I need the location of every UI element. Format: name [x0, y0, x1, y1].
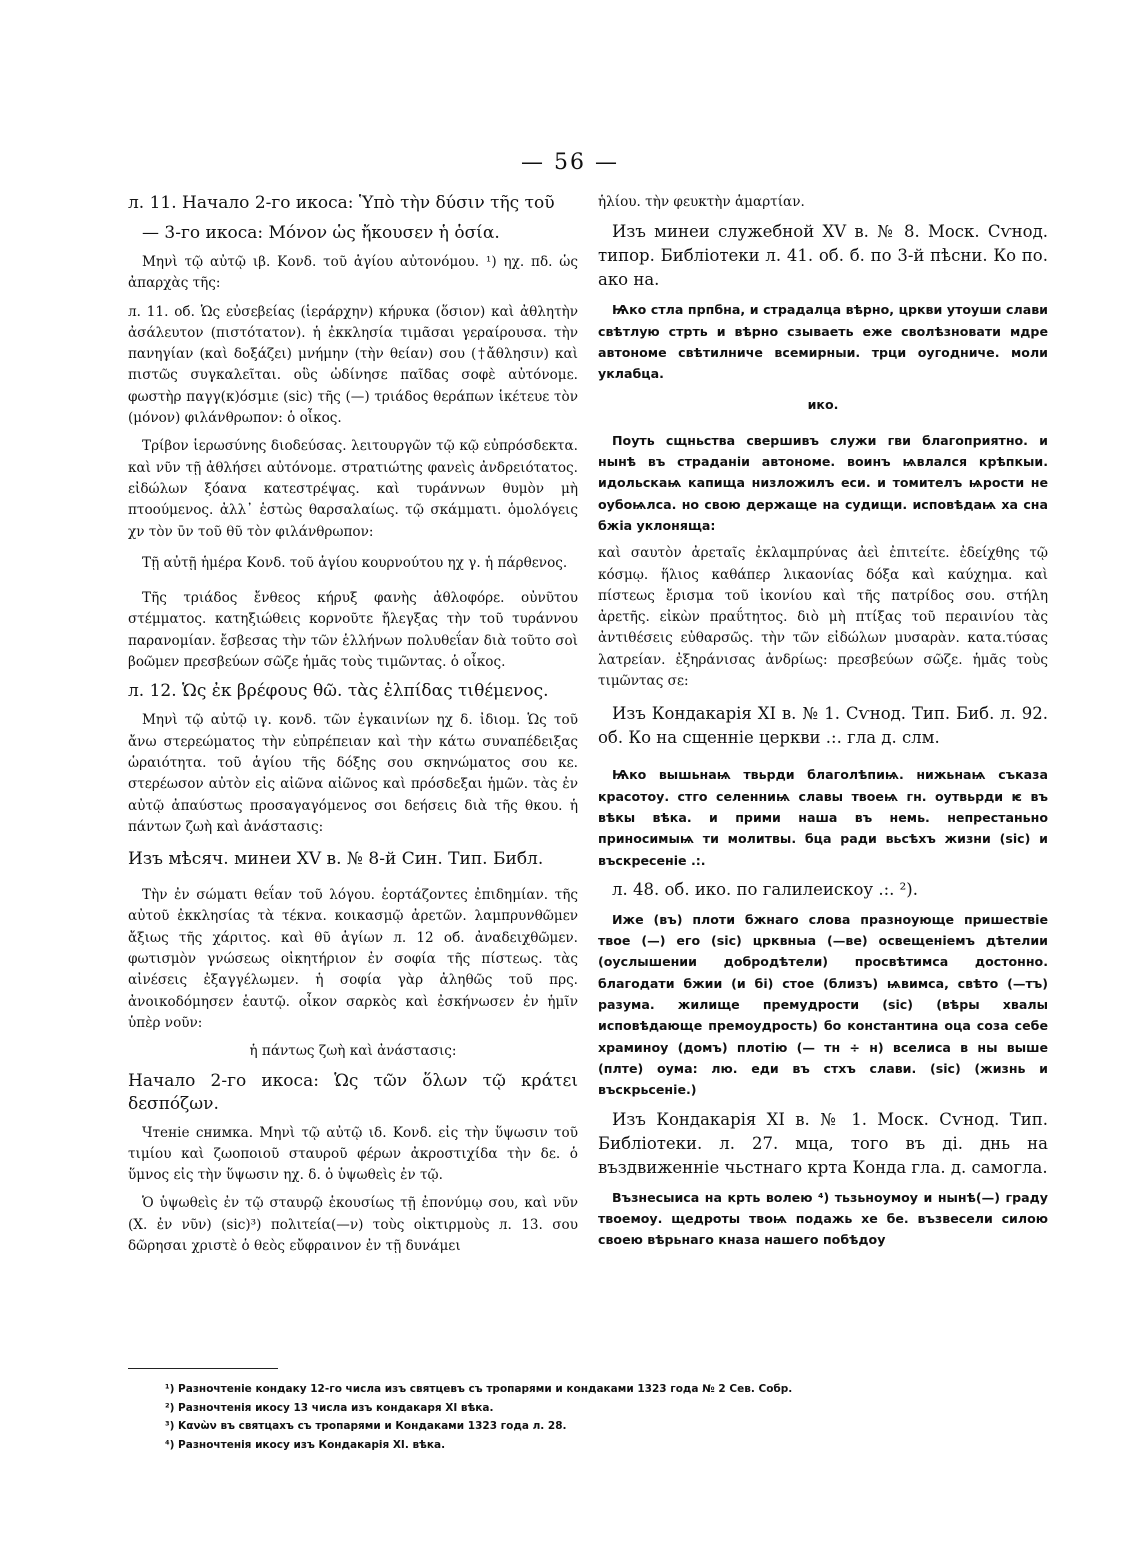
right-paragraph: л. 48. об. ико. по галилеискоу .:. ²).: [612, 879, 918, 899]
right-paragraph: Ѩко вышьнаѩ твьрди благолѣпиѩ. нижьнаѩ съказа красотоу. стго селенниѩ славы твоеѩ гн. оутвьрди ѥ въ вѣкы вѣка. и прими наша въ немь. непрестаньно приносимыѩ ти молитвы. бца ради вьсѣхъ жизни (sic) и въскресеніе .:.: [598, 767, 1048, 868]
left-paragraph: ἡ πάντως ζωὴ καὶ ἀνάστασις:: [249, 1043, 457, 1060]
left-paragraph: л. 11. Начало 2-го икоса: Ὑπὸ τὴν δύσιν τῆς τοῦ: [128, 193, 555, 213]
right-paragraph: Изъ Кондакарія XI в. № 1. Сѵнод. Тип. Биб. л. 92. об. Ко на сщенніе церкви .:. гла д. слм.: [598, 704, 1048, 748]
left-paragraph: Τρίβον ἱερωσύνης διοδεύσας. λειτουργῶν τῷ κῷ εὐπρόσδεκτα. καὶ νῦν τῇ ἀθλήσει αὐτόνομε. στρατιώτης φανεὶς ἀνδρειότατος. εἰδώλων ξόανα κατεστρέψας. καὶ τυράννων θυμὸν μὴ πτοούμενος. ἀλλ᾽ ἑστὼς θαρσαλαίως. τῷ σκάμματι. ὁμολόγεις χν τὸν ῡν τοῦ θῦ τὸν φιλάνθρωπον:: [128, 438, 578, 540]
footnote: ²) Разночтенія икосу 13 числа изъ кондакаря XI вѣка.: [165, 1401, 494, 1414]
left-paragraph: Начало 2-го икоса: Ὡς τῶν ὅλων τῷ κράτει δεσπόζων.: [128, 1070, 578, 1114]
left-paragraph: — 3-го икоса: Μόνον ὡς ἤκουσεν ἡ ὁσία.: [142, 223, 500, 243]
right-paragraph: καὶ σαυτὸν ἀρεταῖς ἐκλαμπρύνας ἀεὶ ἐπιτείτε. ἐδείχθης τῷ κόσμῳ. ἥλιος καθάπερ λικαονίας δόξα καὶ καύχημα. καὶ πίστεως ἔρισμα τοῦ ἰκονίου καὶ τῆς πατρίδος σου. στήλη ἀρετῆς. εἰκὼν πραΰτητος. διὸ μὴ πτίξας τοῦ περαινίου τὰς ἀντιθέσεις εὐθαρσῶς. τὴν τῶν εἰδώλων μυσαρὰν. κατα.τύσας λατρείαν. ἐξηράνισας ἀνδρίως: πρεσβεύων σῶζε. ἡμᾶς τοὺς τιμῶντας σε:: [598, 545, 1048, 690]
left-paragraph: л. 11. об. Ὡς εὐσεβείας (ἱεράρχην) κήρυκα (ὅσιον) καὶ ἀθλητὴν ἀσάλευτον (πιστότατον). ἡ ἐκκλησία τιμᾶσαι γεραίρουσα. τὴν πανηγίαν (καὶ δοξάζει) μνήμην (τὴν θείαν) σου (†ἄθλησιν) καὶ πιστῶς συγκαλεῖται. οὓς ὠδίνησε παῖδας σοφὲ αὐτόνομε. φωστὴρ παγγ(κ)όσμιε (sic) τῆς (—) τριάδος θεράπων ἱκέτευε τὸν (μόνον) φιλάνθρωπον: ὁ οἶκος.: [128, 303, 578, 427]
right-paragraph: Иже (въ) плоти бжнаго слова празноующе пришествіе твое (—) его (sic) црквныа (—ве) освещеніемъ дѣтелии (оуслышении добродѣтели) просвѣтимса достонно. благодати бжии (и бі) стое (близъ) ѩвимса, свѣто (—тъ) разума. жилище премудрости (sic) (вѣры хвалы исповѣдающе премоудрость) бо константина оца соза себе храминоу (домъ) плотію (— тн ÷ н) вселиса в ны выше (плте) оума: лю. еди въ стхъ слави. (sic) (жизнь и въскрьсеніе.): [598, 911, 1048, 1098]
right-paragraph: ἡλίου. τὴν φευκτὴν ἁμαρτίαν.: [598, 194, 805, 210]
footnote: ³) Κανὼν въ святцахъ съ тропарями и Кондаками 1323 года л. 28.: [165, 1420, 567, 1432]
right-paragraph: Изъ Кондакарія XI в. № 1. Моск. Сѵнод. Тип. Библіотеки. л. 27. мца, того въ ді. днь на въздвиженніе чьстнаго крта Конда гла. д. самогла.: [598, 1109, 1048, 1177]
right-paragraph: Поуть сщньства свершивъ служи гви благоприятно. и нынѣ въ страданіи автономе. воинъ ѩвлался крѣпкыи. идольскаѩ капища низложилъ еси. и томителъ ѩрости не оубоѩлса. но свою держаще на судищи. исповѣдаѩ ха сна бжіа уклоняща:: [598, 432, 1048, 533]
page-number: — 56 —: [521, 150, 619, 175]
left-paragraph: Τὴν ἐν σώματι θεΐαν τοῦ λόγου. ἑορτάζοντες ἐπιδημίαν. τῆς αὐτοῦ ἐκκλησίας τὰ τέκνα. κοικασμῷ ἀρετῶν. λαμπρυνθῶμεν ἄξιως τῆς χάριτος. καὶ θῦ ἁγίων л. 12 об. ἀναδειχθῶμεν. φωτισμὸν γνώσεως οἰκητήριον ἐν σοφία τῆς πίστεως. τὰς αἰνέσεις ἐξαγγέλωμεν. ἡ σοφία γὰρ ἀληθῶς τοῦ πρς. ἀνοικοδόμησεν ἑαυτῷ. οἶκον σαρκὸς καὶ ἐσκήνωσεν ἐν ἡμῖν ὑπὲρ νοῦν:: [128, 887, 578, 1031]
right-paragraph: Изъ минеи служебной XV в. № 8. Моск. Сѵнод. типор. Библіотеки л. 41. об. б. по 3-й пѣсни. Ко по. ако на.: [598, 222, 1048, 290]
footnote: ¹) Разночтеніе кондаку 12-го числа изъ святцевъ съ тропарями и кондаками 1323 года № 2 Сев. Собр.: [165, 1383, 793, 1395]
left-paragraph: Изъ мѣсяч. минеи XV в. № 8-й Син. Тип. Библ.: [128, 849, 544, 870]
left-column: [128, 192, 578, 1264]
left-paragraph: Чтеніе снимка. Μηνὶ τῷ αὐτῷ ιδ. Κονδ. εἰς τὴν ὕψωσιν τοῦ τιμίου καὶ ζωοποιοῦ σταυροῦ φέρων ἀκροστιχίδα τὴν δε. ὁ ὕμνος εἰς τὴν ὕψωσιν ηχ. δ. ὁ ὑψωθεὶς ἐν τῷ.: [128, 1124, 578, 1184]
left-paragraph: Μηνὶ τῷ αὐτῷ ιβ. Κονδ. τοῦ ἁγίου αὐτονόμου. ¹) ηχ. πδ. ὡς ἀπαρχὰς τῆς:: [128, 254, 578, 292]
left-paragraph: Τῆς τριάδος ἔνθεος κήρυξ φανὴς ἀθλοφόρε. οὐνῦτου στέμματος. κατηξιώθεις κορνοῦτε ἤλεγξας τὴν τοῦ τυράννου παρανομίαν. ἔσβεσας τὴν τῶν ἑλλήνων πολυθεΐαν διὰ τοῦτο σοὶ βοῶμεν πρεσβεύων σῶζε ἡμᾶς τοὺς τιμῶντας. ὁ οἶκος.: [128, 590, 578, 671]
footnote: ⁴) Разночтенія икосу изъ Кондакарія XI. вѣка.: [165, 1438, 446, 1451]
footnotes: [165, 1380, 1065, 1454]
left-paragraph: Ὁ ὑψωθεὶς ἐν τῷ σταυρῷ ἑκουσίως τῇ ἐπονύμῳ σου, καὶ νῦν (Χ. ἐν νῦν) (sic)³) πολιτεία(—ν) τοὺς οἰκτιρμοὺς л. 13. σου δῶρησαι χριστὲ ὁ θεὸς εὔφραινον ἐν τῇ δυνάμει: [128, 1195, 578, 1254]
right-column: [598, 192, 1048, 1257]
right-paragraph: Възнесыиса на крть волею ⁴) тьзьноумоу и нынѣ(—) граду твоемоу. щедроты твоѩ подажь хе бе. възвесели силою своею вѣрьнаго кназа нашего побѣдоу: [598, 1189, 1048, 1248]
right-paragraph: ико.: [807, 397, 839, 413]
left-paragraph: Τῇ αὐτῇ ἡμέρα Κονδ. τοῦ ἁγίου κουρνούτου ηχ γ. ἡ πάρθενος.: [142, 554, 568, 571]
right-paragraph: Ѩко стла прпбна, и страдалца вѣрно, цркви утоуши слави свѣтлую стрть и вѣрно сзываеть еже сволѣзновати мдре автономе свѣтилниче всемирныи. трци оугодниче. моли уклабца.: [598, 302, 1048, 382]
footnote-divider: [128, 1368, 278, 1369]
left-paragraph: л. 12. Ὡς ἐκ βρέφους θῶ. τὰς ἐλπίδας τιθέμενος.: [128, 681, 549, 702]
left-paragraph: Μηνὶ τῷ αὐτῷ ιγ. κονδ. τῶν ἐγκαινίων ηχ δ. ἰδιομ. Ὡς τοῦ ἄνω στερεώματος τὴν εὐπρέπειαν καὶ τὴν κάτω συναπέδειξας ὡραιότητα. τοῦ ἁγίου τῆς δόξης σου σκηνώματος σου κε. στερέωσον αὐτὸν εἰς αἰῶνα αἰῶνος καὶ πρόσδεξαι ἡμῶν. τὰς ἐν αὐτῷ ἀπαύστως προσαγαγόμενος σοι δεήσεις διὰ τῆς θκου. ἡ πάντων ζωὴ καὶ ἀνάστασις:: [128, 712, 578, 835]
